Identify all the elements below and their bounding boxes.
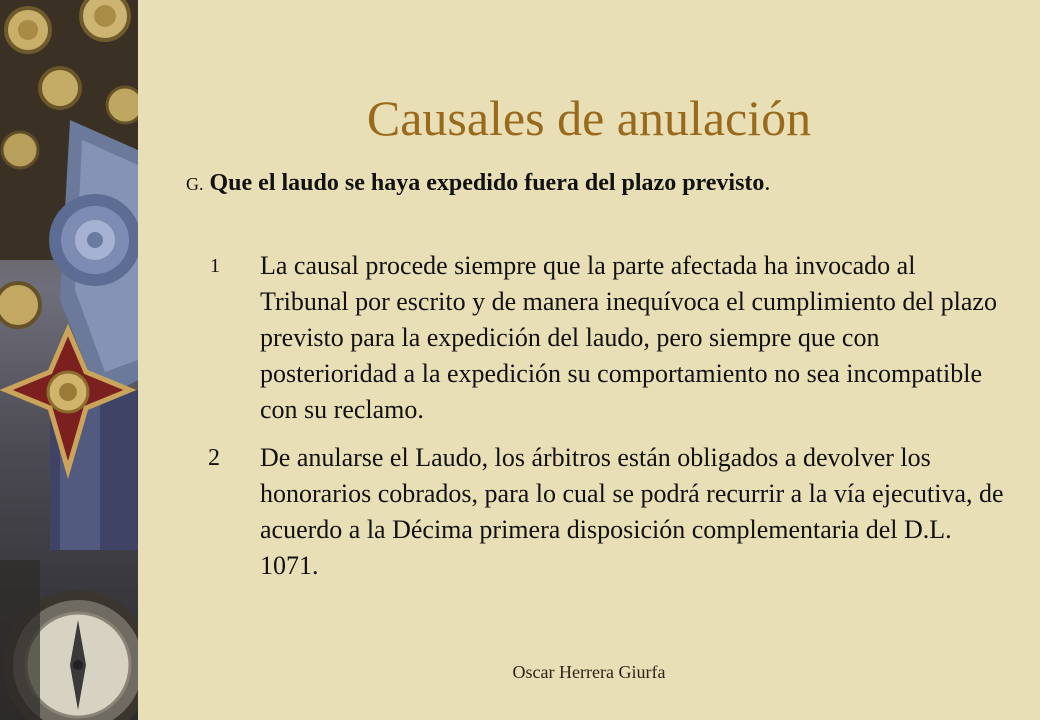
content-list [200, 248, 1010, 596]
slide-title: Causales de anulación [366, 90, 812, 146]
subtitle [186, 168, 770, 199]
list-item-text: De anularse el Laudo, los árbitros están obligados a devolver los honorarios cobrados, para lo cual se podrá recurrir a la vía ejecutiva, de acuerdo a la Décima primera disposición complementaria del D.L. 1071. [260, 443, 1004, 580]
list-item-number: 2 [208, 445, 220, 471]
list-item-number: 1 [210, 255, 220, 277]
list-item [200, 248, 1010, 428]
subtitle-letter: G. [186, 174, 204, 194]
medal-illustration [0, 0, 138, 720]
decorative-medal-image [0, 0, 138, 720]
subtitle-period: . [764, 170, 771, 196]
footer-author: Oscar Herrera Giurfa [512, 662, 666, 682]
list-item [200, 440, 1010, 584]
subtitle-text: Que el laudo se haya expedido fuera del plazo previsto [209, 170, 765, 196]
list-item-text: La causal procede siempre que la parte afectada ha invocado al Tribunal por escrito y de manera inequívoca el cumplimiento del plazo previsto para la expedición del laudo, pero siempre que con posterioridad a la expedición su comportamiento no sea incompatible con su reclamo. [260, 251, 997, 424]
